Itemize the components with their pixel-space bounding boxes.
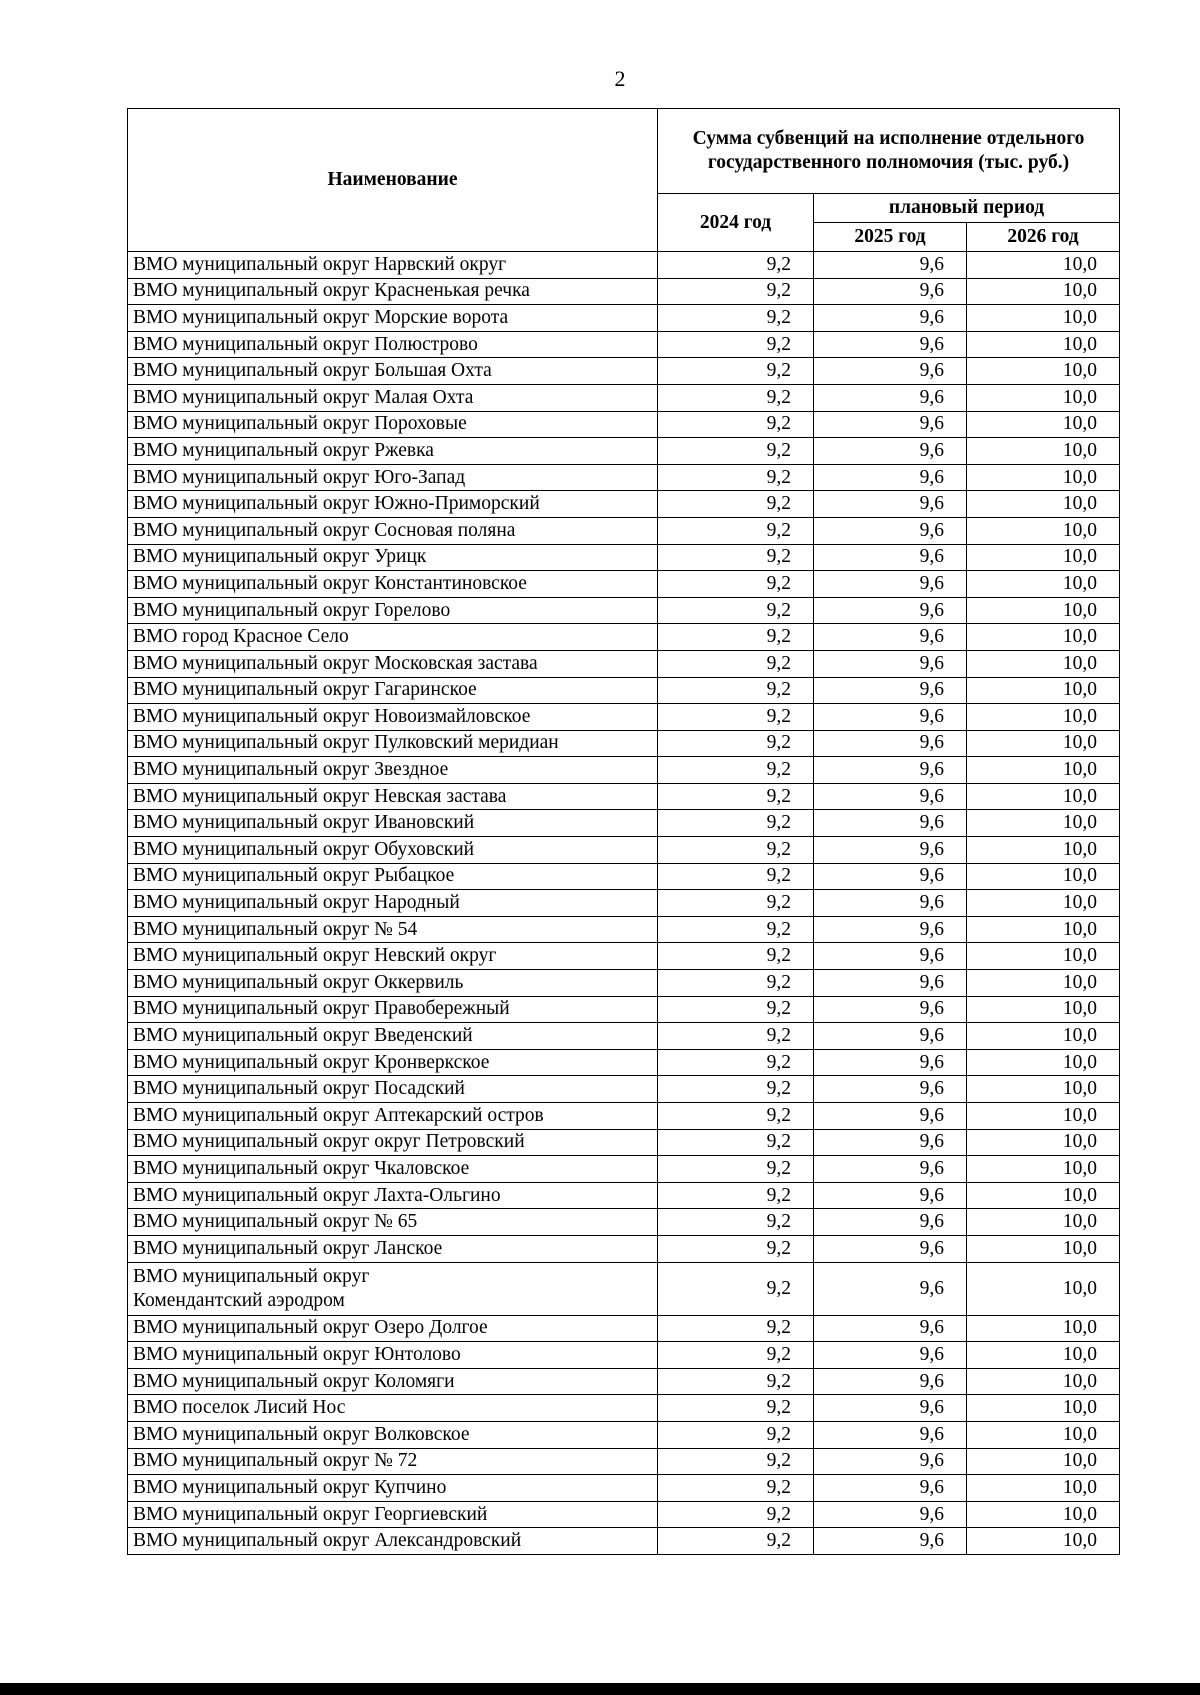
table-row <box>128 1129 1120 1156</box>
value-2026: 10,0 <box>967 1315 1120 1342</box>
value-2025: 9,6 <box>814 1528 967 1555</box>
table-row <box>128 1209 1120 1236</box>
table-row <box>128 1235 1120 1262</box>
value-2025: 9,6 <box>814 890 967 917</box>
value-2025: 9,6 <box>814 358 967 385</box>
value-2025: 9,6 <box>814 1235 967 1262</box>
row-name: ВМО муниципальный округ Красненькая речка <box>128 278 658 305</box>
table-row <box>128 1156 1120 1183</box>
row-name: ВМО муниципальный округ Оккервиль <box>128 970 658 997</box>
value-2026: 10,0 <box>967 571 1120 598</box>
value-2026: 10,0 <box>967 837 1120 864</box>
row-name: ВМО муниципальный округ Обуховский <box>128 837 658 864</box>
value-2026: 10,0 <box>967 996 1120 1023</box>
row-name-line: Комендантский аэродром <box>133 1289 345 1311</box>
value-2025: 9,6 <box>814 1395 967 1422</box>
value-2026: 10,0 <box>967 1103 1120 1130</box>
subsidies-table <box>127 108 1120 1555</box>
row-name: ВМО поселок Лисий Нос <box>128 1395 658 1422</box>
value-2025: 9,6 <box>814 597 967 624</box>
value-2025: 9,6 <box>814 810 967 837</box>
value-2024: 9,2 <box>658 1528 814 1555</box>
value-2024: 9,2 <box>658 464 814 491</box>
row-name: ВМО муниципальный округ Пороховые <box>128 411 658 438</box>
row-name: ВМО муниципальный округ № 72 <box>128 1448 658 1475</box>
row-name: ВМО муниципальный округ Полюстрово <box>128 331 658 358</box>
table-row <box>128 331 1120 358</box>
value-2026: 10,0 <box>967 1262 1120 1315</box>
row-name: ВМО муниципальный округ Нарвский округ <box>128 252 658 279</box>
value-2026: 10,0 <box>967 730 1120 757</box>
value-2025: 9,6 <box>814 1103 967 1130</box>
value-2024: 9,2 <box>658 1395 814 1422</box>
value-2026: 10,0 <box>967 491 1120 518</box>
table-row <box>128 597 1120 624</box>
row-name: ВМО муниципальный округ Народный <box>128 890 658 917</box>
value-2026: 10,0 <box>967 411 1120 438</box>
value-2024: 9,2 <box>658 1342 814 1369</box>
value-2025: 9,6 <box>814 1209 967 1236</box>
row-name: ВМО муниципальный округ Малая Охта <box>128 384 658 411</box>
value-2026: 10,0 <box>967 810 1120 837</box>
value-2024: 9,2 <box>658 1475 814 1502</box>
row-name: ВМО муниципальный округ Большая Охта <box>128 358 658 385</box>
value-2025: 9,6 <box>814 704 967 731</box>
row-name: ВМО муниципальный округ Коломяги <box>128 1368 658 1395</box>
row-name: ВМО муниципальный округ Правобережный <box>128 996 658 1023</box>
value-2024: 9,2 <box>658 544 814 571</box>
value-2025: 9,6 <box>814 1076 967 1103</box>
table-row <box>128 464 1120 491</box>
value-2024: 9,2 <box>658 1368 814 1395</box>
value-2024: 9,2 <box>658 358 814 385</box>
row-name: ВМО муниципальный округ Пулковский меридиан <box>128 730 658 757</box>
table-row <box>128 650 1120 677</box>
value-2025: 9,6 <box>814 331 967 358</box>
table-row <box>128 1475 1120 1502</box>
value-2025: 9,6 <box>814 837 967 864</box>
value-2025: 9,6 <box>814 1023 967 1050</box>
value-2024: 9,2 <box>658 1129 814 1156</box>
value-2025: 9,6 <box>814 1421 967 1448</box>
row-name: ВМО муниципальный округ Гагаринское <box>128 677 658 704</box>
table-row <box>128 1421 1120 1448</box>
row-name: ВМО муниципальный округ Введенский <box>128 1023 658 1050</box>
row-name: ВМО муниципальный округ № 65 <box>128 1209 658 1236</box>
value-2026: 10,0 <box>967 1475 1120 1502</box>
value-2026: 10,0 <box>967 1129 1120 1156</box>
value-2025: 9,6 <box>814 1368 967 1395</box>
table-row <box>128 704 1120 731</box>
table-row <box>128 544 1120 571</box>
table-row <box>128 384 1120 411</box>
table-row <box>128 438 1120 465</box>
value-2024: 9,2 <box>658 597 814 624</box>
table-row <box>128 252 1120 279</box>
row-name <box>128 1262 658 1315</box>
value-2024: 9,2 <box>658 384 814 411</box>
page-number: 2 <box>614 66 626 91</box>
row-name: ВМО муниципальный округ Новоизмайловское <box>128 704 658 731</box>
value-2026: 10,0 <box>967 863 1120 890</box>
value-2026: 10,0 <box>967 1528 1120 1555</box>
value-2026: 10,0 <box>967 1235 1120 1262</box>
value-2024: 9,2 <box>658 1421 814 1448</box>
value-2026: 10,0 <box>967 1023 1120 1050</box>
value-2024: 9,2 <box>658 1076 814 1103</box>
value-2024: 9,2 <box>658 331 814 358</box>
table-body <box>128 252 1120 1555</box>
table-row <box>128 571 1120 598</box>
value-2025: 9,6 <box>814 517 967 544</box>
scan-border <box>0 1683 1200 1695</box>
row-name: ВМО муниципальный округ Чкаловское <box>128 1156 658 1183</box>
table-row <box>128 624 1120 651</box>
value-2024: 9,2 <box>658 943 814 970</box>
row-name: ВМО муниципальный округ Лахта-Ольгино <box>128 1182 658 1209</box>
value-2025: 9,6 <box>814 650 967 677</box>
value-2024: 9,2 <box>658 810 814 837</box>
value-2025: 9,6 <box>814 996 967 1023</box>
table-row <box>128 1501 1120 1528</box>
value-2025: 9,6 <box>814 571 967 598</box>
row-name: ВМО муниципальный округ Георгиевский <box>128 1501 658 1528</box>
value-2026: 10,0 <box>967 517 1120 544</box>
table-row <box>128 278 1120 305</box>
header-year-2026: 2026 год <box>967 223 1120 252</box>
value-2024: 9,2 <box>658 757 814 784</box>
value-2024: 9,2 <box>658 1315 814 1342</box>
header-year-2024: 2024 год <box>658 194 814 252</box>
value-2026: 10,0 <box>967 1395 1120 1422</box>
row-name: ВМО муниципальный округ Ржевка <box>128 438 658 465</box>
table-row <box>128 1368 1120 1395</box>
value-2025: 9,6 <box>814 863 967 890</box>
value-2026: 10,0 <box>967 704 1120 731</box>
value-2024: 9,2 <box>658 624 814 651</box>
value-2024: 9,2 <box>658 783 814 810</box>
value-2024: 9,2 <box>658 571 814 598</box>
value-2024: 9,2 <box>658 305 814 332</box>
table-row <box>128 358 1120 385</box>
value-2025: 9,6 <box>814 411 967 438</box>
value-2026: 10,0 <box>967 1156 1120 1183</box>
value-2026: 10,0 <box>967 252 1120 279</box>
value-2025: 9,6 <box>814 1501 967 1528</box>
value-2024: 9,2 <box>658 704 814 731</box>
value-2025: 9,6 <box>814 278 967 305</box>
table-row <box>128 837 1120 864</box>
table-row <box>128 916 1120 943</box>
value-2026: 10,0 <box>967 1368 1120 1395</box>
row-name: ВМО муниципальный округ Купчино <box>128 1475 658 1502</box>
row-name: ВМО муниципальный округ Невский округ <box>128 943 658 970</box>
header-sum-title: Сумма субвенций на исполнение отдельного государственного полномочия (тыс. руб.) <box>658 109 1120 194</box>
value-2026: 10,0 <box>967 1421 1120 1448</box>
value-2026: 10,0 <box>967 757 1120 784</box>
value-2024: 9,2 <box>658 996 814 1023</box>
table-row <box>128 1103 1120 1130</box>
value-2025: 9,6 <box>814 1315 967 1342</box>
value-2025: 9,6 <box>814 1262 967 1315</box>
value-2024: 9,2 <box>658 1156 814 1183</box>
value-2024: 9,2 <box>658 438 814 465</box>
value-2024: 9,2 <box>658 1209 814 1236</box>
value-2025: 9,6 <box>814 943 967 970</box>
table-row <box>128 1262 1120 1315</box>
table-row <box>128 1528 1120 1555</box>
table-row <box>128 757 1120 784</box>
value-2024: 9,2 <box>658 837 814 864</box>
value-2024: 9,2 <box>658 730 814 757</box>
table-row <box>128 996 1120 1023</box>
row-name: ВМО муниципальный округ Морские ворота <box>128 305 658 332</box>
value-2025: 9,6 <box>814 1448 967 1475</box>
header-year-2025: 2025 год <box>814 223 967 252</box>
value-2024: 9,2 <box>658 677 814 704</box>
table-row <box>128 1049 1120 1076</box>
row-name: ВМО муниципальный округ Ланское <box>128 1235 658 1262</box>
table-row <box>128 1315 1120 1342</box>
value-2026: 10,0 <box>967 970 1120 997</box>
value-2026: 10,0 <box>967 278 1120 305</box>
table-row <box>128 1395 1120 1422</box>
value-2026: 10,0 <box>967 597 1120 624</box>
row-name: ВМО муниципальный округ Звездное <box>128 757 658 784</box>
value-2024: 9,2 <box>658 1235 814 1262</box>
row-name: ВМО муниципальный округ Невская застава <box>128 783 658 810</box>
value-2025: 9,6 <box>814 1049 967 1076</box>
value-2025: 9,6 <box>814 1475 967 1502</box>
value-2024: 9,2 <box>658 1262 814 1315</box>
row-name: ВМО город Красное Село <box>128 624 658 651</box>
row-name: ВМО муниципальный округ Кронверкское <box>128 1049 658 1076</box>
value-2025: 9,6 <box>814 757 967 784</box>
value-2025: 9,6 <box>814 544 967 571</box>
value-2026: 10,0 <box>967 624 1120 651</box>
table-row <box>128 890 1120 917</box>
table-row <box>128 491 1120 518</box>
value-2025: 9,6 <box>814 730 967 757</box>
table-row <box>128 1342 1120 1369</box>
row-name: ВМО муниципальный округ Московская застава <box>128 650 658 677</box>
value-2026: 10,0 <box>967 1049 1120 1076</box>
table-row <box>128 863 1120 890</box>
table-row <box>128 305 1120 332</box>
row-name: ВМО муниципальный округ Волковское <box>128 1421 658 1448</box>
value-2025: 9,6 <box>814 624 967 651</box>
value-2025: 9,6 <box>814 1129 967 1156</box>
value-2026: 10,0 <box>967 916 1120 943</box>
header-name: Наименование <box>128 109 658 252</box>
value-2026: 10,0 <box>967 438 1120 465</box>
value-2026: 10,0 <box>967 1448 1120 1475</box>
row-name: ВМО муниципальный округ Рыбацкое <box>128 863 658 890</box>
value-2025: 9,6 <box>814 916 967 943</box>
table-row <box>128 783 1120 810</box>
value-2024: 9,2 <box>658 252 814 279</box>
value-2025: 9,6 <box>814 970 967 997</box>
value-2025: 9,6 <box>814 464 967 491</box>
value-2025: 9,6 <box>814 677 967 704</box>
value-2026: 10,0 <box>967 1501 1120 1528</box>
table-row <box>128 1448 1120 1475</box>
value-2026: 10,0 <box>967 1342 1120 1369</box>
row-name: ВМО муниципальный округ Урицк <box>128 544 658 571</box>
value-2024: 9,2 <box>658 863 814 890</box>
table-row <box>128 517 1120 544</box>
row-name: ВМО муниципальный округ Ивановский <box>128 810 658 837</box>
table-row <box>128 810 1120 837</box>
value-2024: 9,2 <box>658 1501 814 1528</box>
value-2026: 10,0 <box>967 1076 1120 1103</box>
header-planning-period: плановый период <box>814 194 1120 223</box>
row-name: ВМО муниципальный округ Посадский <box>128 1076 658 1103</box>
value-2025: 9,6 <box>814 252 967 279</box>
value-2024: 9,2 <box>658 890 814 917</box>
value-2024: 9,2 <box>658 1448 814 1475</box>
value-2024: 9,2 <box>658 517 814 544</box>
table-row <box>128 677 1120 704</box>
value-2025: 9,6 <box>814 491 967 518</box>
value-2026: 10,0 <box>967 1182 1120 1209</box>
row-name: ВМО муниципальный округ Юго-Запад <box>128 464 658 491</box>
value-2026: 10,0 <box>967 890 1120 917</box>
value-2025: 9,6 <box>814 438 967 465</box>
value-2024: 9,2 <box>658 491 814 518</box>
value-2024: 9,2 <box>658 970 814 997</box>
row-name: ВМО муниципальный округ Горелово <box>128 597 658 624</box>
table-row <box>128 970 1120 997</box>
value-2026: 10,0 <box>967 1209 1120 1236</box>
value-2025: 9,6 <box>814 1156 967 1183</box>
value-2026: 10,0 <box>967 331 1120 358</box>
row-name: ВМО муниципальный округ Юнтолово <box>128 1342 658 1369</box>
row-name: ВМО муниципальный округ округ Петровский <box>128 1129 658 1156</box>
value-2026: 10,0 <box>967 358 1120 385</box>
value-2026: 10,0 <box>967 783 1120 810</box>
table-row <box>128 1076 1120 1103</box>
row-name: ВМО муниципальный округ Аптекарский остров <box>128 1103 658 1130</box>
row-name: ВМО муниципальный округ Сосновая поляна <box>128 517 658 544</box>
value-2025: 9,6 <box>814 1182 967 1209</box>
value-2024: 9,2 <box>658 1103 814 1130</box>
value-2026: 10,0 <box>967 943 1120 970</box>
row-name: ВМО муниципальный округ Константиновское <box>128 571 658 598</box>
value-2025: 9,6 <box>814 384 967 411</box>
value-2026: 10,0 <box>967 384 1120 411</box>
value-2025: 9,6 <box>814 305 967 332</box>
value-2026: 10,0 <box>967 464 1120 491</box>
value-2024: 9,2 <box>658 1049 814 1076</box>
value-2025: 9,6 <box>814 783 967 810</box>
row-name: ВМО муниципальный округ № 54 <box>128 916 658 943</box>
table-row <box>128 1182 1120 1209</box>
value-2026: 10,0 <box>967 677 1120 704</box>
table-row <box>128 730 1120 757</box>
value-2024: 9,2 <box>658 1023 814 1050</box>
value-2024: 9,2 <box>658 411 814 438</box>
value-2026: 10,0 <box>967 305 1120 332</box>
row-name: ВМО муниципальный округ Озеро Долгое <box>128 1315 658 1342</box>
value-2025: 9,6 <box>814 1342 967 1369</box>
value-2024: 9,2 <box>658 650 814 677</box>
row-name: ВМО муниципальный округ Александровский <box>128 1528 658 1555</box>
value-2026: 10,0 <box>967 650 1120 677</box>
value-2024: 9,2 <box>658 1182 814 1209</box>
value-2024: 9,2 <box>658 278 814 305</box>
row-name-line: ВМО муниципальный округ <box>133 1265 370 1287</box>
value-2026: 10,0 <box>967 544 1120 571</box>
table-row <box>128 1023 1120 1050</box>
row-name: ВМО муниципальный округ Южно-Приморский <box>128 491 658 518</box>
table-row <box>128 943 1120 970</box>
table-row <box>128 411 1120 438</box>
value-2024: 9,2 <box>658 916 814 943</box>
